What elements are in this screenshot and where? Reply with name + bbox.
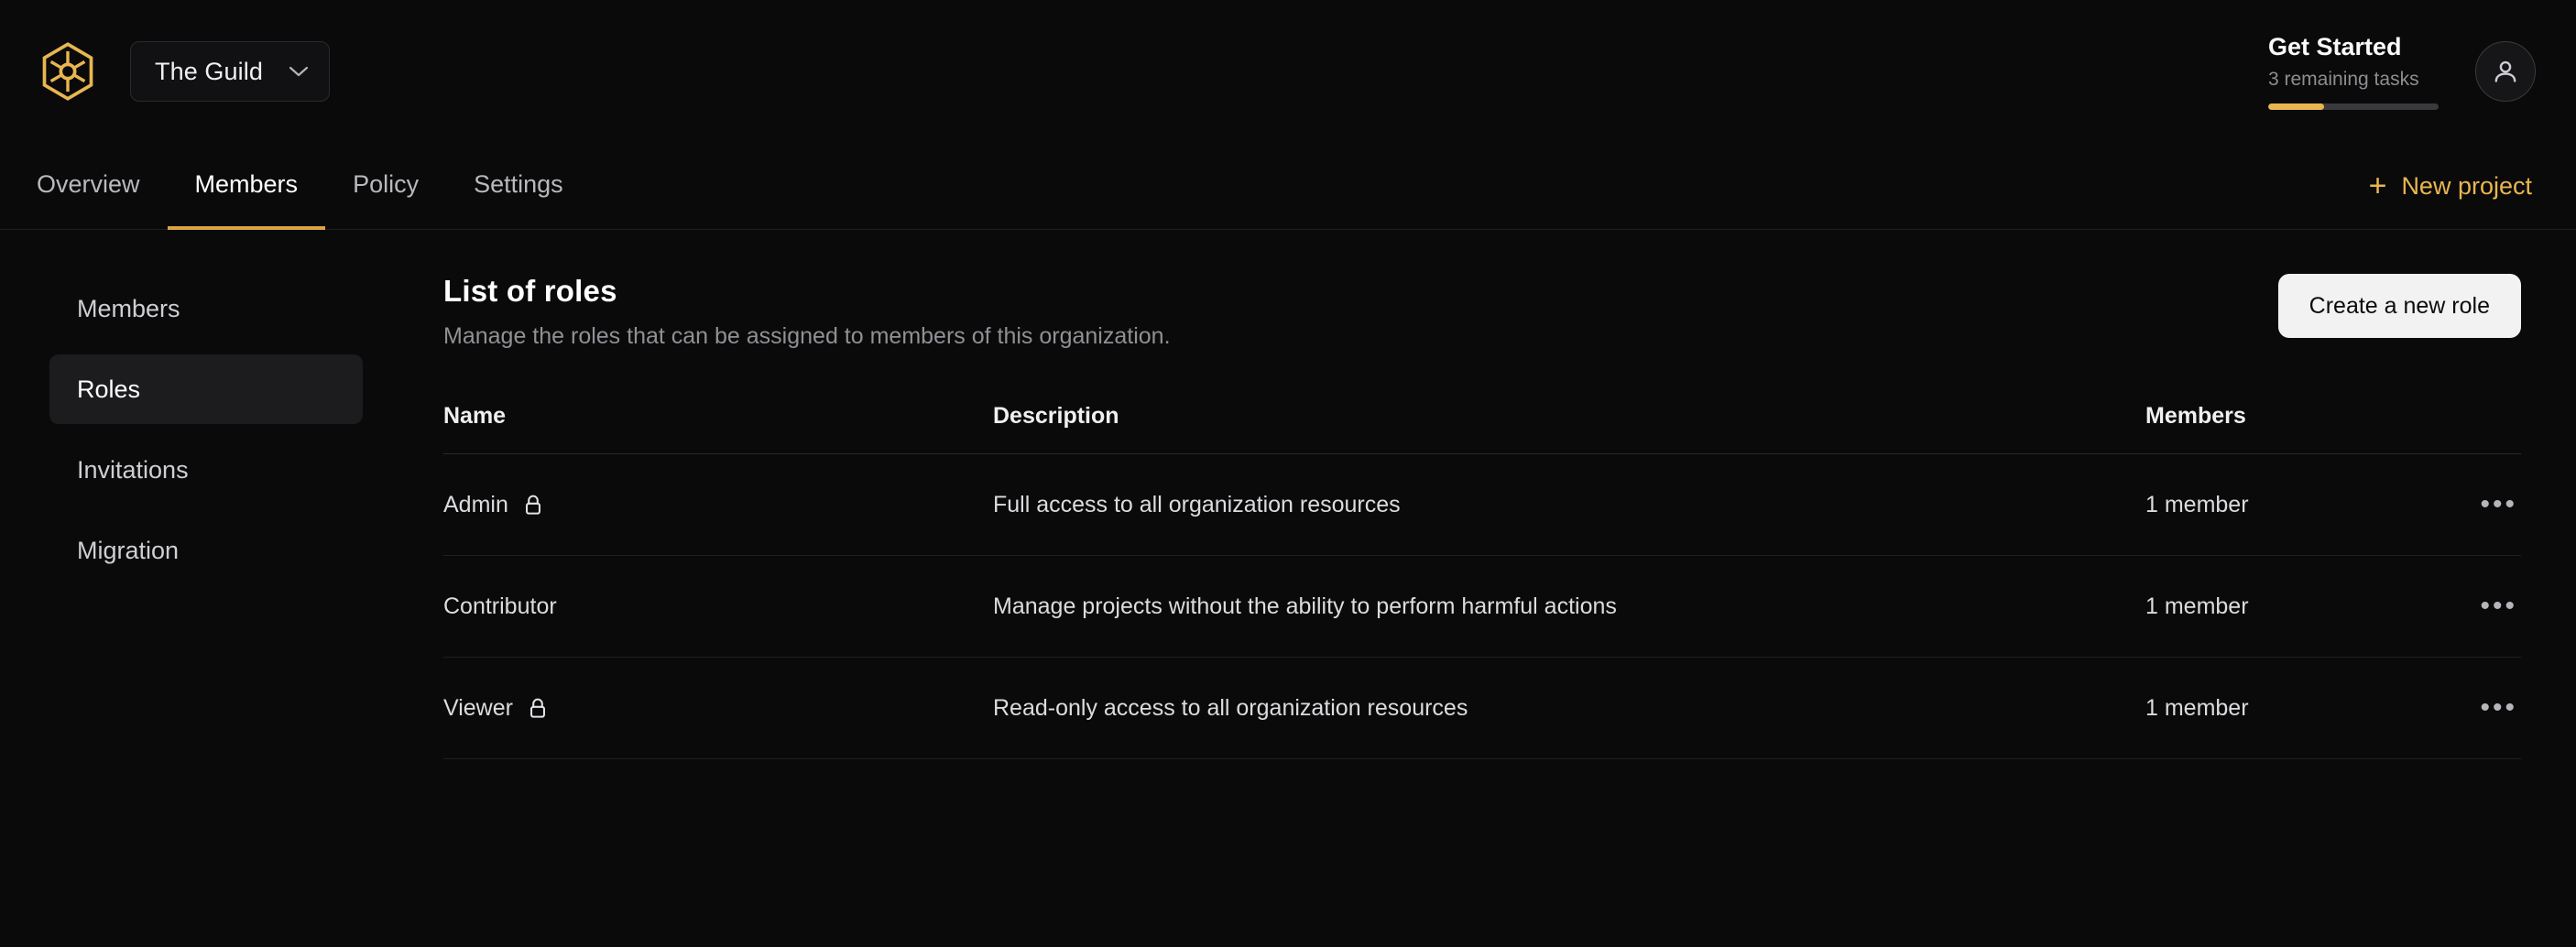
new-project-label: New project xyxy=(2401,171,2532,200)
tab-settings-label: Settings xyxy=(474,170,563,198)
page-header xyxy=(443,274,2521,350)
tab-settings[interactable] xyxy=(446,143,591,230)
more-horizontal-icon[interactable]: ••• xyxy=(2480,591,2517,621)
roles-table-head xyxy=(443,403,2521,454)
roles-table-body xyxy=(443,454,2521,759)
role-name: Viewer xyxy=(443,694,513,721)
org-switcher[interactable] xyxy=(130,41,330,102)
lock-icon xyxy=(528,697,548,719)
more-horizontal-icon[interactable]: ••• xyxy=(2480,692,2517,723)
page-body xyxy=(0,230,2576,947)
get-started-progress xyxy=(2268,103,2439,110)
tab-policy[interactable] xyxy=(325,143,446,230)
lock-icon xyxy=(523,494,543,516)
role-members-count: 1 member xyxy=(2145,658,2411,759)
get-started-title: Get Started xyxy=(2268,33,2402,60)
table-header-row xyxy=(443,403,2521,454)
role-name-cell xyxy=(443,556,993,658)
role-members-count: 1 member xyxy=(2145,556,2411,658)
role-description: Manage projects without the ability to perform harmful actions xyxy=(993,556,2145,658)
roles-table xyxy=(443,403,2521,759)
page-header-text xyxy=(443,274,2278,350)
create-role-button[interactable]: Create a new role xyxy=(2278,274,2521,338)
table-row xyxy=(443,454,2521,556)
tab-members[interactable] xyxy=(168,143,326,230)
role-actions-cell xyxy=(2411,658,2521,759)
column-header-actions xyxy=(2411,403,2521,454)
get-started-progress-fill xyxy=(2268,103,2324,110)
get-started-widget[interactable] xyxy=(2268,33,2439,110)
role-actions-cell xyxy=(2411,454,2521,556)
more-horizontal-icon[interactable]: ••• xyxy=(2480,489,2517,519)
role-name: Admin xyxy=(443,491,508,517)
user-avatar-icon xyxy=(2490,56,2521,87)
org-name: The Guild xyxy=(155,57,263,85)
role-description: Full access to all organization resources xyxy=(993,454,2145,556)
sidebar-item-members-label: Members xyxy=(77,294,180,322)
sidebar-item-migration[interactable] xyxy=(49,516,363,585)
top-bar xyxy=(0,0,2576,143)
get-started-subtitle: 3 remaining tasks xyxy=(2268,69,2419,90)
table-row xyxy=(443,658,2521,759)
tab-members-label: Members xyxy=(194,170,299,198)
sidebar-item-roles[interactable] xyxy=(49,354,363,424)
nav-spacer xyxy=(591,143,2369,229)
main-content xyxy=(412,230,2576,947)
avatar[interactable] xyxy=(2475,41,2536,102)
role-name-cell xyxy=(443,658,993,759)
plus-icon: + xyxy=(2368,169,2387,203)
column-header-members: Members xyxy=(2145,403,2411,454)
role-name-cell xyxy=(443,454,993,556)
role-description: Read-only access to all organization resources xyxy=(993,658,2145,759)
sidebar-item-members[interactable] xyxy=(49,274,363,343)
sidebar-item-invitations-label: Invitations xyxy=(77,455,189,484)
column-header-name: Name xyxy=(443,403,993,454)
sidebar-item-invitations[interactable] xyxy=(49,435,363,505)
sidebar-item-migration-label: Migration xyxy=(77,536,180,564)
new-project-button[interactable] xyxy=(2369,143,2536,229)
page-title: List of roles xyxy=(443,274,617,308)
sidebar xyxy=(0,230,412,947)
table-row xyxy=(443,556,2521,658)
tab-policy-label: Policy xyxy=(353,170,420,198)
hexagon-logo-icon[interactable] xyxy=(37,40,99,103)
role-members-count: 1 member xyxy=(2145,454,2411,556)
page-subtitle: Manage the roles that can be assigned to members of this organization. xyxy=(443,323,1171,349)
role-actions-cell xyxy=(2411,556,2521,658)
sidebar-item-roles-label: Roles xyxy=(77,375,141,403)
tab-overview[interactable] xyxy=(37,143,168,230)
column-header-description: Description xyxy=(993,403,2145,454)
nav-tabs xyxy=(37,143,591,229)
main-nav xyxy=(0,143,2576,230)
role-name: Contributor xyxy=(443,593,557,619)
chevron-down-icon xyxy=(289,65,309,78)
tab-overview-label: Overview xyxy=(37,170,140,198)
